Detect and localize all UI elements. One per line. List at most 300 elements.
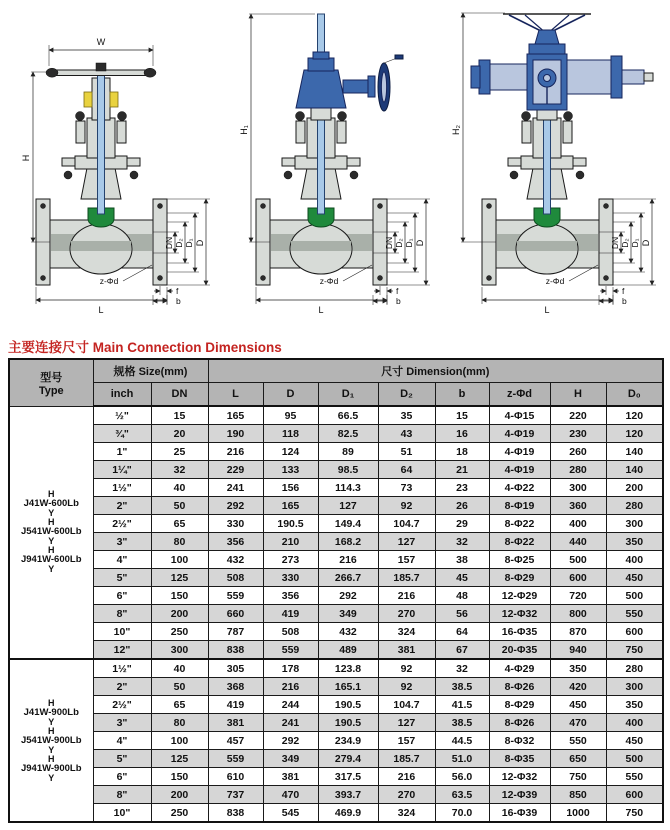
cell-dimension: 35 <box>378 406 435 425</box>
cell-inch: 1" <box>93 443 151 461</box>
type-line: Y <box>48 536 55 547</box>
col-header-type-en: Type <box>38 384 64 397</box>
table-row <box>9 443 663 461</box>
cell-dimension: 550 <box>606 768 663 786</box>
cell-dimension: 127 <box>378 533 435 551</box>
cell-dimension: 305 <box>208 659 263 678</box>
cell-dimension: 234.9 <box>318 732 378 750</box>
cell-dimension: 600 <box>550 569 606 587</box>
cell-dimension: 82.5 <box>318 425 378 443</box>
section-title: 主要连接尺寸 Main Connection Dimensions <box>8 340 282 355</box>
cell-dimension: 12-Φ39 <box>489 786 550 804</box>
cell-inch: 5" <box>93 569 151 587</box>
cell-dimension: 838 <box>208 641 263 660</box>
cell-dimension: 56 <box>435 605 489 623</box>
cell-dimension: 489 <box>318 641 378 660</box>
cell-dimension: 12-Φ32 <box>489 768 550 786</box>
col-header-d: D <box>263 383 318 407</box>
table-row <box>9 659 663 678</box>
cell-dimension: 469.9 <box>318 804 378 823</box>
cell-dimension: 165.1 <box>318 678 378 696</box>
cell-inch: ½" <box>93 406 151 425</box>
cell-dimension: 241 <box>263 714 318 732</box>
dim-label-l: L <box>544 305 550 315</box>
cell-dn: 150 <box>151 768 208 786</box>
cell-dimension: 16 <box>435 425 489 443</box>
cell-dimension: 8-Φ26 <box>489 714 550 732</box>
table-row <box>9 605 663 623</box>
cell-dn: 15 <box>151 406 208 425</box>
cell-dimension: 940 <box>550 641 606 660</box>
type-line: Y <box>48 716 55 727</box>
dim-label-dn: DN <box>384 236 394 250</box>
cell-dn: 100 <box>151 551 208 569</box>
table-row <box>9 497 663 515</box>
cell-dimension: 400 <box>606 551 663 569</box>
cell-dimension: 720 <box>550 587 606 605</box>
table-row <box>9 623 663 641</box>
cell-dimension: 118 <box>263 425 318 443</box>
type-line: Y <box>48 772 55 783</box>
cell-dimension: 20-Φ35 <box>489 641 550 660</box>
cell-dimension: 545 <box>263 804 318 823</box>
cell-dimension: 66.5 <box>318 406 378 425</box>
cell-dimension: 120 <box>606 406 663 425</box>
cell-dimension: 292 <box>208 497 263 515</box>
cell-dimension: 350 <box>550 659 606 678</box>
cell-dimension: 550 <box>550 732 606 750</box>
cell-dn: 80 <box>151 533 208 551</box>
cell-dimension: 92 <box>378 659 435 678</box>
cell-dimension: 400 <box>550 515 606 533</box>
cell-dimension: 64 <box>378 461 435 479</box>
cell-inch: 5" <box>93 750 151 768</box>
cell-dimension: 470 <box>550 714 606 732</box>
table-row <box>9 551 663 569</box>
cell-dimension: 98.5 <box>318 461 378 479</box>
cell-dimension: 508 <box>263 623 318 641</box>
cell-dimension: 190 <box>208 425 263 443</box>
table-row <box>9 768 663 786</box>
cell-dimension: 800 <box>550 605 606 623</box>
cell-dimension: 15 <box>435 406 489 425</box>
cell-dimension: 190.5 <box>318 696 378 714</box>
cell-dn: 300 <box>151 641 208 660</box>
cell-dimension: 8-Φ32 <box>489 732 550 750</box>
dimension-table-body <box>9 406 663 822</box>
dim-label-l: L <box>98 305 104 315</box>
cell-dimension: 420 <box>550 678 606 696</box>
cell-inch: 3" <box>93 533 151 551</box>
cell-dimension: 168.2 <box>318 533 378 551</box>
cell-inch: 12" <box>93 641 151 660</box>
cell-dimension: 114.3 <box>318 479 378 497</box>
cell-dimension: 260 <box>550 443 606 461</box>
cell-dimension: 737 <box>208 786 263 804</box>
cell-dimension: 8-Φ35 <box>489 750 550 768</box>
dim-label-b: b <box>176 296 181 306</box>
cell-inch: 2½" <box>93 696 151 714</box>
table-row <box>9 569 663 587</box>
cell-dimension: 178 <box>263 659 318 678</box>
table-row <box>9 678 663 696</box>
cell-dimension: 559 <box>263 641 318 660</box>
dim-label-b: b <box>396 296 401 306</box>
cell-dimension: 559 <box>208 587 263 605</box>
cell-dimension: 270 <box>378 605 435 623</box>
cell-dimension: 500 <box>550 551 606 569</box>
cell-dimension: 220 <box>550 406 606 425</box>
cell-dimension: 48 <box>435 587 489 605</box>
cell-dimension: 8-Φ19 <box>489 497 550 515</box>
type-line: Y <box>48 564 55 575</box>
cell-dn: 125 <box>151 750 208 768</box>
cell-dimension: 51.0 <box>435 750 489 768</box>
cell-dimension: 450 <box>550 696 606 714</box>
dim-label-h1: H₁ <box>239 125 249 135</box>
dim-label-d2: D₂ <box>174 238 184 248</box>
cell-dimension: 368 <box>208 678 263 696</box>
cell-dn: 32 <box>151 461 208 479</box>
dim-label-f: f <box>176 286 179 296</box>
dim-label-h2: H₂ <box>451 125 461 135</box>
cell-dimension: 12-Φ32 <box>489 605 550 623</box>
cell-dimension: 432 <box>208 551 263 569</box>
dim-label-bolts: z-Φd <box>99 276 119 286</box>
cell-dimension: 650 <box>550 750 606 768</box>
cell-dimension: 279.4 <box>318 750 378 768</box>
table-row <box>9 406 663 425</box>
table-row <box>9 515 663 533</box>
handwheel-valve-diagram <box>5 0 220 320</box>
cell-dimension: 92 <box>378 678 435 696</box>
cell-dimension: 8-Φ29 <box>489 569 550 587</box>
cell-dimension: 317.5 <box>318 768 378 786</box>
cell-dimension: 43 <box>378 425 435 443</box>
cell-dn: 50 <box>151 678 208 696</box>
cell-inch: 2½" <box>93 515 151 533</box>
table-row <box>9 425 663 443</box>
col-header-bolts: z-Φd <box>489 383 550 407</box>
type-line: J541W-600Lb <box>20 526 82 538</box>
cell-dimension: 450 <box>606 569 663 587</box>
table-row <box>9 750 663 768</box>
cell-dimension: 349 <box>318 605 378 623</box>
cell-dimension: 210 <box>263 533 318 551</box>
dim-label-d2: D₂ <box>394 238 404 248</box>
cell-dimension: 8-Φ26 <box>489 678 550 696</box>
type-line: H <box>48 753 55 764</box>
table-row <box>9 714 663 732</box>
table-row <box>9 804 663 823</box>
cell-dimension: 432 <box>318 623 378 641</box>
cell-dn: 125 <box>151 569 208 587</box>
cell-dn: 40 <box>151 659 208 678</box>
cell-dimension: 16-Φ39 <box>489 804 550 823</box>
cell-dimension: 32 <box>435 533 489 551</box>
dim-label-d1: D₁ <box>630 238 640 248</box>
cell-dimension: 73 <box>378 479 435 497</box>
cell-dimension: 381 <box>208 714 263 732</box>
dim-label-dn: DN <box>164 236 174 250</box>
cell-dimension: 190.5 <box>263 515 318 533</box>
dim-label-b: b <box>622 296 627 306</box>
cell-dimension: 300 <box>550 479 606 497</box>
cell-dimension: 4-Φ29 <box>489 659 550 678</box>
cell-dimension: 244 <box>263 696 318 714</box>
type-line: H <box>48 697 55 708</box>
table-row <box>9 461 663 479</box>
cell-dimension: 4-Φ22 <box>489 479 550 497</box>
col-header-d2: D₂ <box>378 383 435 407</box>
col-header-inch: inch <box>93 383 151 407</box>
cell-dimension: 419 <box>208 696 263 714</box>
type-line: J41W-600Lb <box>23 498 79 510</box>
cell-dimension: 8-Φ29 <box>489 696 550 714</box>
cell-dimension: 64 <box>435 623 489 641</box>
col-header-type <box>9 359 93 406</box>
cell-inch: 10" <box>93 804 151 823</box>
cell-dimension: 16-Φ35 <box>489 623 550 641</box>
cell-dimension: 280 <box>606 497 663 515</box>
cell-inch: 6" <box>93 587 151 605</box>
cell-dimension: 157 <box>378 732 435 750</box>
cell-dimension: 324 <box>378 623 435 641</box>
gear-valve-diagram <box>225 0 435 320</box>
cell-dn: 50 <box>151 497 208 515</box>
cell-dn: 65 <box>151 515 208 533</box>
cell-inch: 1¼" <box>93 461 151 479</box>
cell-dimension: 120 <box>606 425 663 443</box>
table-row <box>9 479 663 497</box>
cell-dimension: 140 <box>606 461 663 479</box>
dim-label-d1: D₁ <box>184 238 194 248</box>
cell-dimension: 45 <box>435 569 489 587</box>
cell-dimension: 229 <box>208 461 263 479</box>
cell-dimension: 600 <box>606 623 663 641</box>
cell-dimension: 38.5 <box>435 714 489 732</box>
cell-dimension: 26 <box>435 497 489 515</box>
cell-dimension: 330 <box>263 569 318 587</box>
cell-dimension: 104.7 <box>378 696 435 714</box>
col-header-l: L <box>208 383 263 407</box>
cell-dimension: 457 <box>208 732 263 750</box>
cell-dimension: 18 <box>435 443 489 461</box>
cell-inch: 4" <box>93 732 151 750</box>
dim-label-d1: D₁ <box>404 238 414 248</box>
col-header-d1: D₁ <box>318 383 378 407</box>
dim-label-bolts: z-Φd <box>319 276 339 286</box>
cell-dimension: 216 <box>378 768 435 786</box>
cell-dimension: 838 <box>208 804 263 823</box>
col-header-h: H <box>550 383 606 407</box>
cell-dimension: 324 <box>378 804 435 823</box>
cell-dimension: 32 <box>435 659 489 678</box>
table-row <box>9 732 663 750</box>
cell-dimension: 787 <box>208 623 263 641</box>
table-row <box>9 696 663 714</box>
cell-dimension: 266.7 <box>318 569 378 587</box>
cell-inch: 2" <box>93 497 151 515</box>
type-line: Y <box>48 508 55 519</box>
cell-inch: 2" <box>93 678 151 696</box>
cell-dimension: 4-Φ19 <box>489 425 550 443</box>
cell-dn: 150 <box>151 587 208 605</box>
cell-dimension: 4-Φ19 <box>489 461 550 479</box>
dim-label-d2: D₂ <box>620 238 630 248</box>
cell-dimension: 400 <box>606 714 663 732</box>
type-line: J541W-900Lb <box>20 734 82 746</box>
cell-dimension: 349 <box>263 750 318 768</box>
cell-dimension: 56.0 <box>435 768 489 786</box>
cell-inch: 1½" <box>93 479 151 497</box>
cell-dn: 80 <box>151 714 208 732</box>
cell-dimension: 550 <box>606 605 663 623</box>
col-group-dimension: 尺寸 Dimension(mm) <box>208 359 663 383</box>
cell-dimension: 4-Φ19 <box>489 443 550 461</box>
cell-dimension: 8-Φ25 <box>489 551 550 569</box>
cell-dimension: 350 <box>606 696 663 714</box>
dim-label-l: L <box>318 305 324 315</box>
cell-dimension: 393.7 <box>318 786 378 804</box>
cell-dimension: 660 <box>208 605 263 623</box>
cell-dimension: 356 <box>208 533 263 551</box>
cell-dimension: 870 <box>550 623 606 641</box>
cell-dn: 250 <box>151 804 208 823</box>
dim-label-f: f <box>622 286 625 296</box>
cell-dimension: 419 <box>263 605 318 623</box>
cell-dimension: 70.0 <box>435 804 489 823</box>
cell-dimension: 44.5 <box>435 732 489 750</box>
table-row <box>9 786 663 804</box>
cell-dimension: 300 <box>606 678 663 696</box>
dim-label-bolts: z-Φd <box>545 276 565 286</box>
cell-dimension: 273 <box>263 551 318 569</box>
type-line: H <box>48 517 55 528</box>
cell-dimension: 92 <box>378 497 435 515</box>
type-line: H <box>48 545 55 556</box>
table-row <box>9 641 663 660</box>
cell-dimension: 23 <box>435 479 489 497</box>
cell-dimension: 4-Φ15 <box>489 406 550 425</box>
dim-label-d: D <box>415 239 425 247</box>
type-line: Y <box>48 744 55 755</box>
cell-inch: 8" <box>93 605 151 623</box>
table-row <box>9 533 663 551</box>
type-line: J41W-900Lb <box>23 706 79 718</box>
cell-dimension: 470 <box>263 786 318 804</box>
cell-dimension: 230 <box>550 425 606 443</box>
cell-dimension: 350 <box>606 533 663 551</box>
cell-dimension: 280 <box>606 659 663 678</box>
cell-dimension: 51 <box>378 443 435 461</box>
cell-dimension: 38 <box>435 551 489 569</box>
dim-label-w: W <box>96 37 106 47</box>
cell-dimension: 216 <box>318 551 378 569</box>
cell-dimension: 123.8 <box>318 659 378 678</box>
cell-dimension: 89 <box>318 443 378 461</box>
cell-dn: 25 <box>151 443 208 461</box>
dim-label-d: D <box>641 239 651 247</box>
cell-dimension: 1000 <box>550 804 606 823</box>
cell-dimension: 500 <box>606 587 663 605</box>
electric-valve-diagram <box>435 0 665 320</box>
cell-dimension: 381 <box>263 768 318 786</box>
cell-dimension: 216 <box>208 443 263 461</box>
cell-dimension: 750 <box>606 804 663 823</box>
cell-dimension: 8-Φ22 <box>489 515 550 533</box>
cell-dimension: 38.5 <box>435 678 489 696</box>
cell-dimension: 292 <box>318 587 378 605</box>
cell-dn: 40 <box>151 479 208 497</box>
cell-dimension: 157 <box>378 551 435 569</box>
cell-dimension: 185.7 <box>378 569 435 587</box>
cell-inch: 3" <box>93 714 151 732</box>
cell-dimension: 12-Φ29 <box>489 587 550 605</box>
cell-dimension: 850 <box>550 786 606 804</box>
cell-dimension: 8-Φ22 <box>489 533 550 551</box>
cell-dimension: 200 <box>606 479 663 497</box>
cell-dimension: 21 <box>435 461 489 479</box>
table-row <box>9 587 663 605</box>
cell-dimension: 165 <box>208 406 263 425</box>
cell-dimension: 500 <box>606 750 663 768</box>
cell-dimension: 300 <box>606 515 663 533</box>
cell-dimension: 185.7 <box>378 750 435 768</box>
dim-label-h: H <box>21 154 31 162</box>
type-line: H <box>48 489 55 500</box>
cell-dimension: 360 <box>550 497 606 515</box>
dim-label-dn: DN <box>610 236 620 250</box>
cell-dimension: 750 <box>550 768 606 786</box>
cell-inch: 4" <box>93 551 151 569</box>
valve-diagrams <box>0 0 670 332</box>
cell-dn: 20 <box>151 425 208 443</box>
cell-dimension: 508 <box>208 569 263 587</box>
cell-dn: 200 <box>151 605 208 623</box>
cell-dimension: 133 <box>263 461 318 479</box>
cell-dimension: 216 <box>378 587 435 605</box>
cell-dimension: 124 <box>263 443 318 461</box>
dimension-table <box>8 358 664 823</box>
cell-dimension: 63.5 <box>435 786 489 804</box>
cell-dimension: 41.5 <box>435 696 489 714</box>
cell-dn: 65 <box>151 696 208 714</box>
cell-dimension: 95 <box>263 406 318 425</box>
col-header-b: b <box>435 383 489 407</box>
cell-dimension: 280 <box>550 461 606 479</box>
cell-dimension: 356 <box>263 587 318 605</box>
type-line: J941W-600Lb <box>20 554 82 566</box>
type-cell <box>9 659 93 822</box>
cell-dimension: 600 <box>606 786 663 804</box>
cell-inch: 1½" <box>93 659 151 678</box>
cell-inch: 6" <box>93 768 151 786</box>
col-header-d0: D₀ <box>606 383 663 407</box>
valve-body <box>256 14 403 285</box>
cell-dimension: 127 <box>318 497 378 515</box>
cell-dimension: 440 <box>550 533 606 551</box>
cell-dimension: 559 <box>208 750 263 768</box>
cell-dimension: 67 <box>435 641 489 660</box>
cell-dimension: 216 <box>263 678 318 696</box>
cell-dimension: 610 <box>208 768 263 786</box>
type-line: J941W-900Lb <box>20 762 82 774</box>
cell-dimension: 292 <box>263 732 318 750</box>
valve-body <box>36 63 167 285</box>
cell-dn: 200 <box>151 786 208 804</box>
dim-label-d: D <box>195 239 205 247</box>
